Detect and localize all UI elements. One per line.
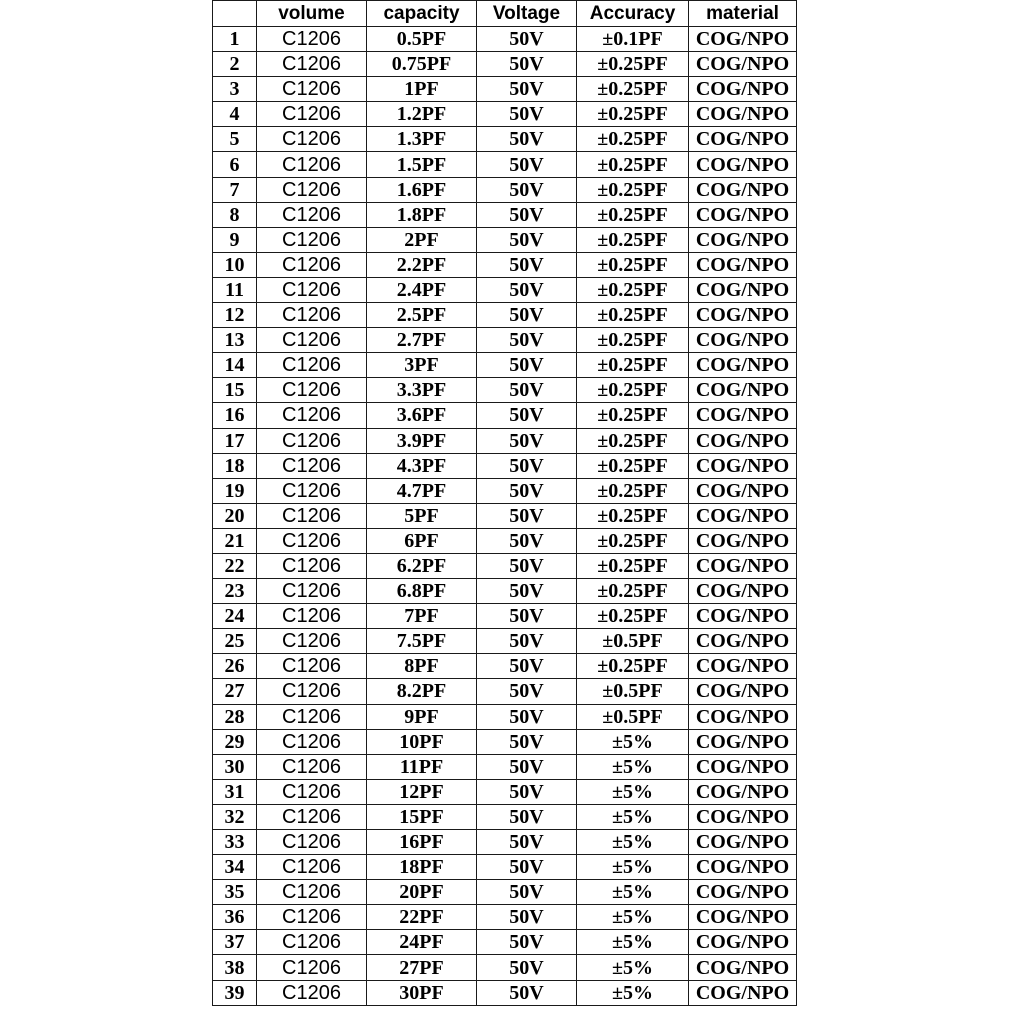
cell-accuracy: ±0.25PF (577, 428, 689, 453)
table-row (213, 855, 797, 880)
capacitor-spec-table-wrapper (212, 0, 796, 1010)
cell-index: 2 (213, 52, 257, 77)
cell-material: COG/NPO (689, 779, 797, 804)
cell-material: COG/NPO (689, 528, 797, 553)
cell-accuracy: ±5% (577, 930, 689, 955)
cell-voltage: 50V (477, 77, 577, 102)
cell-material: COG/NPO (689, 328, 797, 353)
cell-capacity: 3.3PF (367, 378, 477, 403)
cell-voltage: 50V (477, 328, 577, 353)
cell-capacity: 0.5PF (367, 27, 477, 52)
cell-volume: C1206 (257, 830, 367, 855)
cell-index: 11 (213, 277, 257, 302)
cell-volume: C1206 (257, 303, 367, 328)
cell-material: COG/NPO (689, 880, 797, 905)
cell-volume: C1206 (257, 955, 367, 980)
cell-material: COG/NPO (689, 252, 797, 277)
cell-volume: C1206 (257, 353, 367, 378)
cell-voltage: 50V (477, 679, 577, 704)
cell-voltage: 50V (477, 378, 577, 403)
cell-accuracy: ±0.25PF (577, 202, 689, 227)
cell-index: 23 (213, 579, 257, 604)
table-row (213, 553, 797, 578)
table-row (213, 303, 797, 328)
cell-index: 9 (213, 227, 257, 252)
cell-voltage: 50V (477, 478, 577, 503)
cell-voltage: 50V (477, 528, 577, 553)
cell-index: 18 (213, 453, 257, 478)
table-row (213, 880, 797, 905)
cell-material: COG/NPO (689, 955, 797, 980)
cell-accuracy: ±0.5PF (577, 704, 689, 729)
cell-accuracy: ±0.25PF (577, 604, 689, 629)
cell-capacity: 3.9PF (367, 428, 477, 453)
cell-voltage: 50V (477, 905, 577, 930)
table-row (213, 779, 797, 804)
cell-volume: C1206 (257, 579, 367, 604)
cell-capacity: 1.5PF (367, 152, 477, 177)
header-volume: volume (257, 1, 367, 27)
cell-voltage: 50V (477, 102, 577, 127)
cell-material: COG/NPO (689, 754, 797, 779)
cell-accuracy: ±0.25PF (577, 252, 689, 277)
cell-capacity: 1.6PF (367, 177, 477, 202)
cell-material: COG/NPO (689, 453, 797, 478)
table-row (213, 202, 797, 227)
cell-voltage: 50V (477, 754, 577, 779)
cell-accuracy: ±0.25PF (577, 503, 689, 528)
cell-volume: C1206 (257, 804, 367, 829)
cell-capacity: 6.2PF (367, 553, 477, 578)
cell-index: 19 (213, 478, 257, 503)
cell-index: 17 (213, 428, 257, 453)
cell-index: 33 (213, 830, 257, 855)
cell-accuracy: ±5% (577, 905, 689, 930)
cell-capacity: 2.7PF (367, 328, 477, 353)
table-row (213, 27, 797, 52)
table-row (213, 654, 797, 679)
table-row (213, 403, 797, 428)
cell-voltage: 50V (477, 779, 577, 804)
cell-volume: C1206 (257, 654, 367, 679)
cell-voltage: 50V (477, 855, 577, 880)
cell-capacity: 30PF (367, 980, 477, 1005)
table-row (213, 604, 797, 629)
table-row (213, 905, 797, 930)
table-row (213, 980, 797, 1005)
cell-accuracy: ±0.25PF (577, 528, 689, 553)
table-row (213, 679, 797, 704)
cell-voltage: 50V (477, 804, 577, 829)
cell-volume: C1206 (257, 679, 367, 704)
cell-volume: C1206 (257, 77, 367, 102)
cell-accuracy: ±0.25PF (577, 403, 689, 428)
cell-capacity: 12PF (367, 779, 477, 804)
cell-accuracy: ±0.25PF (577, 303, 689, 328)
cell-capacity: 27PF (367, 955, 477, 980)
cell-index: 10 (213, 252, 257, 277)
cell-accuracy: ±5% (577, 855, 689, 880)
cell-material: COG/NPO (689, 704, 797, 729)
cell-capacity: 6PF (367, 528, 477, 553)
cell-material: COG/NPO (689, 830, 797, 855)
table-row (213, 177, 797, 202)
cell-voltage: 50V (477, 704, 577, 729)
cell-volume: C1206 (257, 277, 367, 302)
cell-capacity: 3PF (367, 353, 477, 378)
table-row (213, 930, 797, 955)
cell-material: COG/NPO (689, 804, 797, 829)
cell-material: COG/NPO (689, 277, 797, 302)
cell-index: 32 (213, 804, 257, 829)
cell-accuracy: ±0.25PF (577, 579, 689, 604)
cell-volume: C1206 (257, 704, 367, 729)
cell-capacity: 20PF (367, 880, 477, 905)
cell-volume: C1206 (257, 202, 367, 227)
cell-voltage: 50V (477, 353, 577, 378)
header-voltage: Voltage (477, 1, 577, 27)
cell-voltage: 50V (477, 403, 577, 428)
cell-volume: C1206 (257, 930, 367, 955)
cell-index: 34 (213, 855, 257, 880)
cell-volume: C1206 (257, 403, 367, 428)
table-row (213, 453, 797, 478)
cell-index: 26 (213, 654, 257, 679)
cell-volume: C1206 (257, 127, 367, 152)
cell-volume: C1206 (257, 328, 367, 353)
cell-material: COG/NPO (689, 152, 797, 177)
cell-voltage: 50V (477, 27, 577, 52)
cell-volume: C1206 (257, 453, 367, 478)
cell-index: 35 (213, 880, 257, 905)
table-row (213, 955, 797, 980)
cell-volume: C1206 (257, 478, 367, 503)
cell-capacity: 7PF (367, 604, 477, 629)
table-row (213, 353, 797, 378)
cell-index: 13 (213, 328, 257, 353)
cell-material: COG/NPO (689, 729, 797, 754)
cell-volume: C1206 (257, 729, 367, 754)
cell-capacity: 1PF (367, 77, 477, 102)
cell-volume: C1206 (257, 102, 367, 127)
cell-index: 24 (213, 604, 257, 629)
cell-accuracy: ±0.25PF (577, 102, 689, 127)
cell-material: COG/NPO (689, 503, 797, 528)
cell-voltage: 50V (477, 604, 577, 629)
cell-material: COG/NPO (689, 127, 797, 152)
cell-voltage: 50V (477, 152, 577, 177)
cell-index: 22 (213, 553, 257, 578)
cell-index: 16 (213, 403, 257, 428)
table-row (213, 528, 797, 553)
cell-capacity: 2.5PF (367, 303, 477, 328)
cell-material: COG/NPO (689, 428, 797, 453)
cell-voltage: 50V (477, 830, 577, 855)
header-capacity: capacity (367, 1, 477, 27)
cell-material: COG/NPO (689, 102, 797, 127)
table-body (213, 27, 797, 1006)
cell-accuracy: ±5% (577, 804, 689, 829)
cell-material: COG/NPO (689, 202, 797, 227)
cell-voltage: 50V (477, 503, 577, 528)
cell-index: 4 (213, 102, 257, 127)
cell-capacity: 8PF (367, 654, 477, 679)
cell-volume: C1206 (257, 152, 367, 177)
cell-index: 31 (213, 779, 257, 804)
cell-accuracy: ±0.25PF (577, 353, 689, 378)
cell-volume: C1206 (257, 227, 367, 252)
cell-volume: C1206 (257, 880, 367, 905)
cell-capacity: 4.3PF (367, 453, 477, 478)
table-row (213, 127, 797, 152)
cell-volume: C1206 (257, 905, 367, 930)
capacitor-spec-table (212, 0, 797, 1006)
cell-voltage: 50V (477, 277, 577, 302)
cell-material: COG/NPO (689, 553, 797, 578)
table-row (213, 478, 797, 503)
cell-accuracy: ±0.25PF (577, 478, 689, 503)
cell-volume: C1206 (257, 553, 367, 578)
cell-index: 6 (213, 152, 257, 177)
table-row (213, 804, 797, 829)
cell-capacity: 0.75PF (367, 52, 477, 77)
cell-index: 36 (213, 905, 257, 930)
cell-accuracy: ±0.25PF (577, 52, 689, 77)
cell-capacity: 2.4PF (367, 277, 477, 302)
cell-accuracy: ±5% (577, 779, 689, 804)
cell-capacity: 5PF (367, 503, 477, 528)
cell-capacity: 1.3PF (367, 127, 477, 152)
table-row (213, 428, 797, 453)
header-accuracy: Accuracy (577, 1, 689, 27)
cell-voltage: 50V (477, 428, 577, 453)
cell-capacity: 24PF (367, 930, 477, 955)
table-row (213, 52, 797, 77)
cell-capacity: 7.5PF (367, 629, 477, 654)
cell-volume: C1206 (257, 428, 367, 453)
cell-material: COG/NPO (689, 177, 797, 202)
cell-accuracy: ±0.25PF (577, 77, 689, 102)
cell-accuracy: ±0.25PF (577, 654, 689, 679)
cell-capacity: 22PF (367, 905, 477, 930)
cell-material: COG/NPO (689, 303, 797, 328)
cell-volume: C1206 (257, 503, 367, 528)
cell-material: COG/NPO (689, 353, 797, 378)
cell-volume: C1206 (257, 528, 367, 553)
cell-material: COG/NPO (689, 604, 797, 629)
cell-voltage: 50V (477, 303, 577, 328)
header-index (213, 1, 257, 27)
cell-index: 27 (213, 679, 257, 704)
table-row (213, 503, 797, 528)
cell-accuracy: ±0.25PF (577, 553, 689, 578)
cell-capacity: 2PF (367, 227, 477, 252)
cell-voltage: 50V (477, 227, 577, 252)
cell-voltage: 50V (477, 955, 577, 980)
cell-voltage: 50V (477, 980, 577, 1005)
cell-material: COG/NPO (689, 905, 797, 930)
cell-index: 7 (213, 177, 257, 202)
cell-accuracy: ±0.25PF (577, 277, 689, 302)
cell-accuracy: ±5% (577, 754, 689, 779)
cell-index: 37 (213, 930, 257, 955)
table-row (213, 328, 797, 353)
cell-capacity: 1.8PF (367, 202, 477, 227)
table-row (213, 704, 797, 729)
cell-capacity: 18PF (367, 855, 477, 880)
cell-volume: C1206 (257, 779, 367, 804)
cell-accuracy: ±0.5PF (577, 629, 689, 654)
cell-accuracy: ±0.25PF (577, 152, 689, 177)
cell-volume: C1206 (257, 252, 367, 277)
cell-voltage: 50V (477, 629, 577, 654)
cell-material: COG/NPO (689, 77, 797, 102)
cell-voltage: 50V (477, 930, 577, 955)
cell-accuracy: ±0.25PF (577, 453, 689, 478)
table-row (213, 252, 797, 277)
table-row (213, 830, 797, 855)
table-row (213, 754, 797, 779)
cell-index: 30 (213, 754, 257, 779)
table-row (213, 579, 797, 604)
cell-index: 15 (213, 378, 257, 403)
cell-accuracy: ±5% (577, 729, 689, 754)
cell-index: 28 (213, 704, 257, 729)
cell-accuracy: ±5% (577, 830, 689, 855)
cell-volume: C1206 (257, 754, 367, 779)
cell-material: COG/NPO (689, 403, 797, 428)
cell-index: 25 (213, 629, 257, 654)
cell-voltage: 50V (477, 654, 577, 679)
cell-capacity: 3.6PF (367, 403, 477, 428)
cell-material: COG/NPO (689, 579, 797, 604)
cell-voltage: 50V (477, 52, 577, 77)
cell-volume: C1206 (257, 629, 367, 654)
cell-capacity: 9PF (367, 704, 477, 729)
cell-voltage: 50V (477, 453, 577, 478)
cell-material: COG/NPO (689, 679, 797, 704)
cell-index: 14 (213, 353, 257, 378)
cell-volume: C1206 (257, 177, 367, 202)
cell-capacity: 16PF (367, 830, 477, 855)
table-row (213, 378, 797, 403)
cell-capacity: 6.8PF (367, 579, 477, 604)
cell-accuracy: ±0.25PF (577, 227, 689, 252)
cell-capacity: 2.2PF (367, 252, 477, 277)
cell-volume: C1206 (257, 604, 367, 629)
cell-accuracy: ±0.25PF (577, 177, 689, 202)
cell-material: COG/NPO (689, 654, 797, 679)
cell-index: 3 (213, 77, 257, 102)
cell-index: 38 (213, 955, 257, 980)
cell-material: COG/NPO (689, 227, 797, 252)
cell-capacity: 10PF (367, 729, 477, 754)
cell-capacity: 1.2PF (367, 102, 477, 127)
cell-voltage: 50V (477, 127, 577, 152)
cell-accuracy: ±0.25PF (577, 328, 689, 353)
cell-index: 20 (213, 503, 257, 528)
cell-material: COG/NPO (689, 52, 797, 77)
cell-accuracy: ±5% (577, 980, 689, 1005)
table-row (213, 629, 797, 654)
cell-accuracy: ±0.25PF (577, 127, 689, 152)
cell-capacity: 8.2PF (367, 679, 477, 704)
table-row (213, 729, 797, 754)
cell-accuracy: ±0.25PF (577, 378, 689, 403)
cell-volume: C1206 (257, 378, 367, 403)
cell-voltage: 50V (477, 202, 577, 227)
cell-index: 8 (213, 202, 257, 227)
cell-voltage: 50V (477, 579, 577, 604)
cell-capacity: 11PF (367, 754, 477, 779)
cell-voltage: 50V (477, 553, 577, 578)
cell-material: COG/NPO (689, 629, 797, 654)
cell-voltage: 50V (477, 880, 577, 905)
cell-index: 21 (213, 528, 257, 553)
cell-index: 1 (213, 27, 257, 52)
cell-material: COG/NPO (689, 855, 797, 880)
table-row (213, 277, 797, 302)
table-row (213, 77, 797, 102)
table-header-row (213, 1, 797, 27)
cell-material: COG/NPO (689, 980, 797, 1005)
cell-volume: C1206 (257, 855, 367, 880)
cell-accuracy: ±5% (577, 880, 689, 905)
cell-index: 5 (213, 127, 257, 152)
cell-volume: C1206 (257, 980, 367, 1005)
cell-material: COG/NPO (689, 930, 797, 955)
cell-accuracy: ±0.5PF (577, 679, 689, 704)
cell-material: COG/NPO (689, 478, 797, 503)
cell-material: COG/NPO (689, 378, 797, 403)
cell-volume: C1206 (257, 27, 367, 52)
cell-accuracy: ±5% (577, 955, 689, 980)
cell-index: 12 (213, 303, 257, 328)
cell-voltage: 50V (477, 177, 577, 202)
cell-material: COG/NPO (689, 27, 797, 52)
cell-capacity: 15PF (367, 804, 477, 829)
table-row (213, 227, 797, 252)
cell-volume: C1206 (257, 52, 367, 77)
cell-index: 29 (213, 729, 257, 754)
cell-accuracy: ±0.1PF (577, 27, 689, 52)
cell-voltage: 50V (477, 252, 577, 277)
cell-voltage: 50V (477, 729, 577, 754)
table-row (213, 102, 797, 127)
table-row (213, 152, 797, 177)
header-material: material (689, 1, 797, 27)
cell-index: 39 (213, 980, 257, 1005)
cell-capacity: 4.7PF (367, 478, 477, 503)
